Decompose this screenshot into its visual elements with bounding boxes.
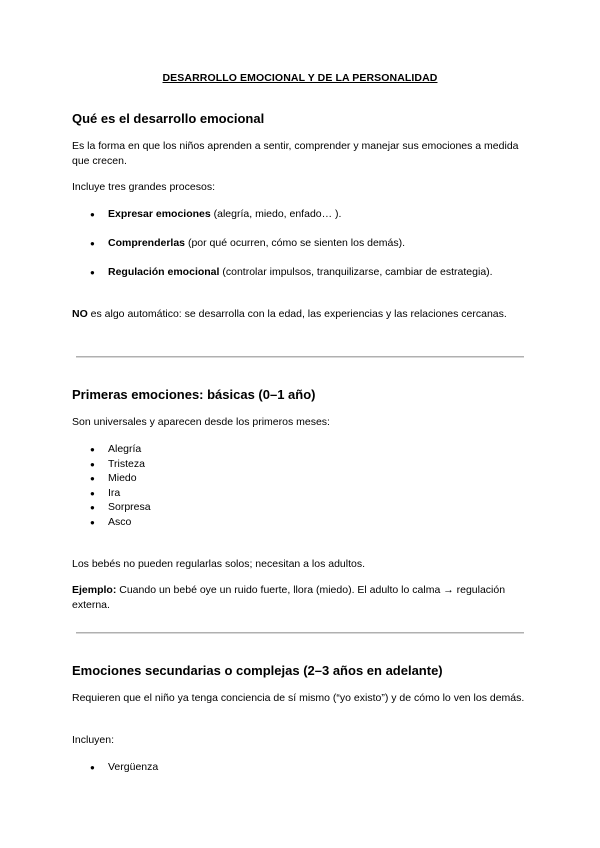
list-item [90, 236, 493, 265]
paragraph: Los bebés no pueden regularlas solos; necesitan a los adultos. [72, 558, 366, 570]
list-item-bold: Comprenderlas [108, 237, 186, 249]
list-item [90, 207, 493, 236]
document-title: DESARROLLO EMOCIONAL Y DE LA PERSONALIDAD [162, 72, 438, 84]
list-item: ● Sorpresa [90, 500, 151, 515]
list-item-bold: Regulación emocional [108, 266, 220, 278]
list-item-bold: Expresar emociones [108, 208, 211, 220]
paragraph: Requieren que el niño ya tenga conciencia de sí mismo (“yo existo”) y de cómo lo ven los demás. [72, 692, 525, 704]
paragraph [72, 307, 532, 322]
list-item: ● Asco [90, 515, 151, 530]
list-item-text: (alegría, miedo, enfado… ). [210, 208, 342, 220]
list-item: ● Ira [90, 486, 151, 501]
list-item [90, 265, 493, 294]
paragraph: Es la forma en que los niños aprenden a sentir, comprender y manejar sus emociones a medida que crecen. [72, 140, 519, 167]
list-item-text: (por qué ocurren, cómo se sienten los demás). [185, 237, 406, 249]
list-item: ● Vergüenza [90, 760, 158, 775]
list-item: ● Tristeza [90, 457, 151, 472]
bullet-list [90, 207, 493, 294]
emphasis: NO [72, 308, 88, 320]
paragraph: Son universales y aparecen desde los primeros meses: [72, 416, 330, 428]
section-heading: Emociones secundarias o complejas (2–3 años en adelante) [72, 663, 443, 678]
list-item-text: (controlar impulsos, tranquilizarse, cambiar de estrategia). [219, 266, 493, 278]
list-item: ● Miedo [90, 471, 151, 486]
horizontal-divider [76, 356, 524, 358]
list-item: ● Alegría [90, 442, 151, 457]
horizontal-divider [76, 632, 524, 634]
bullet-list [90, 442, 151, 530]
paragraph-text: Cuando un bebé oye un ruido fuerte, llora (miedo). El adulto lo calma → regulación externa. [72, 584, 506, 611]
paragraph: Incluye tres grandes procesos: [72, 181, 215, 193]
paragraph-text: es algo automático: se desarrolla con la edad, las experiencias y las relaciones cercanas. [87, 308, 507, 320]
emphasis: Ejemplo: [72, 584, 117, 596]
section-heading: Qué es el desarrollo emocional [72, 111, 265, 126]
paragraph: Incluyen: [72, 734, 115, 746]
bullet-list [90, 760, 158, 775]
example-paragraph [72, 583, 532, 613]
section-heading: Primeras emociones: básicas (0–1 año) [72, 387, 316, 402]
